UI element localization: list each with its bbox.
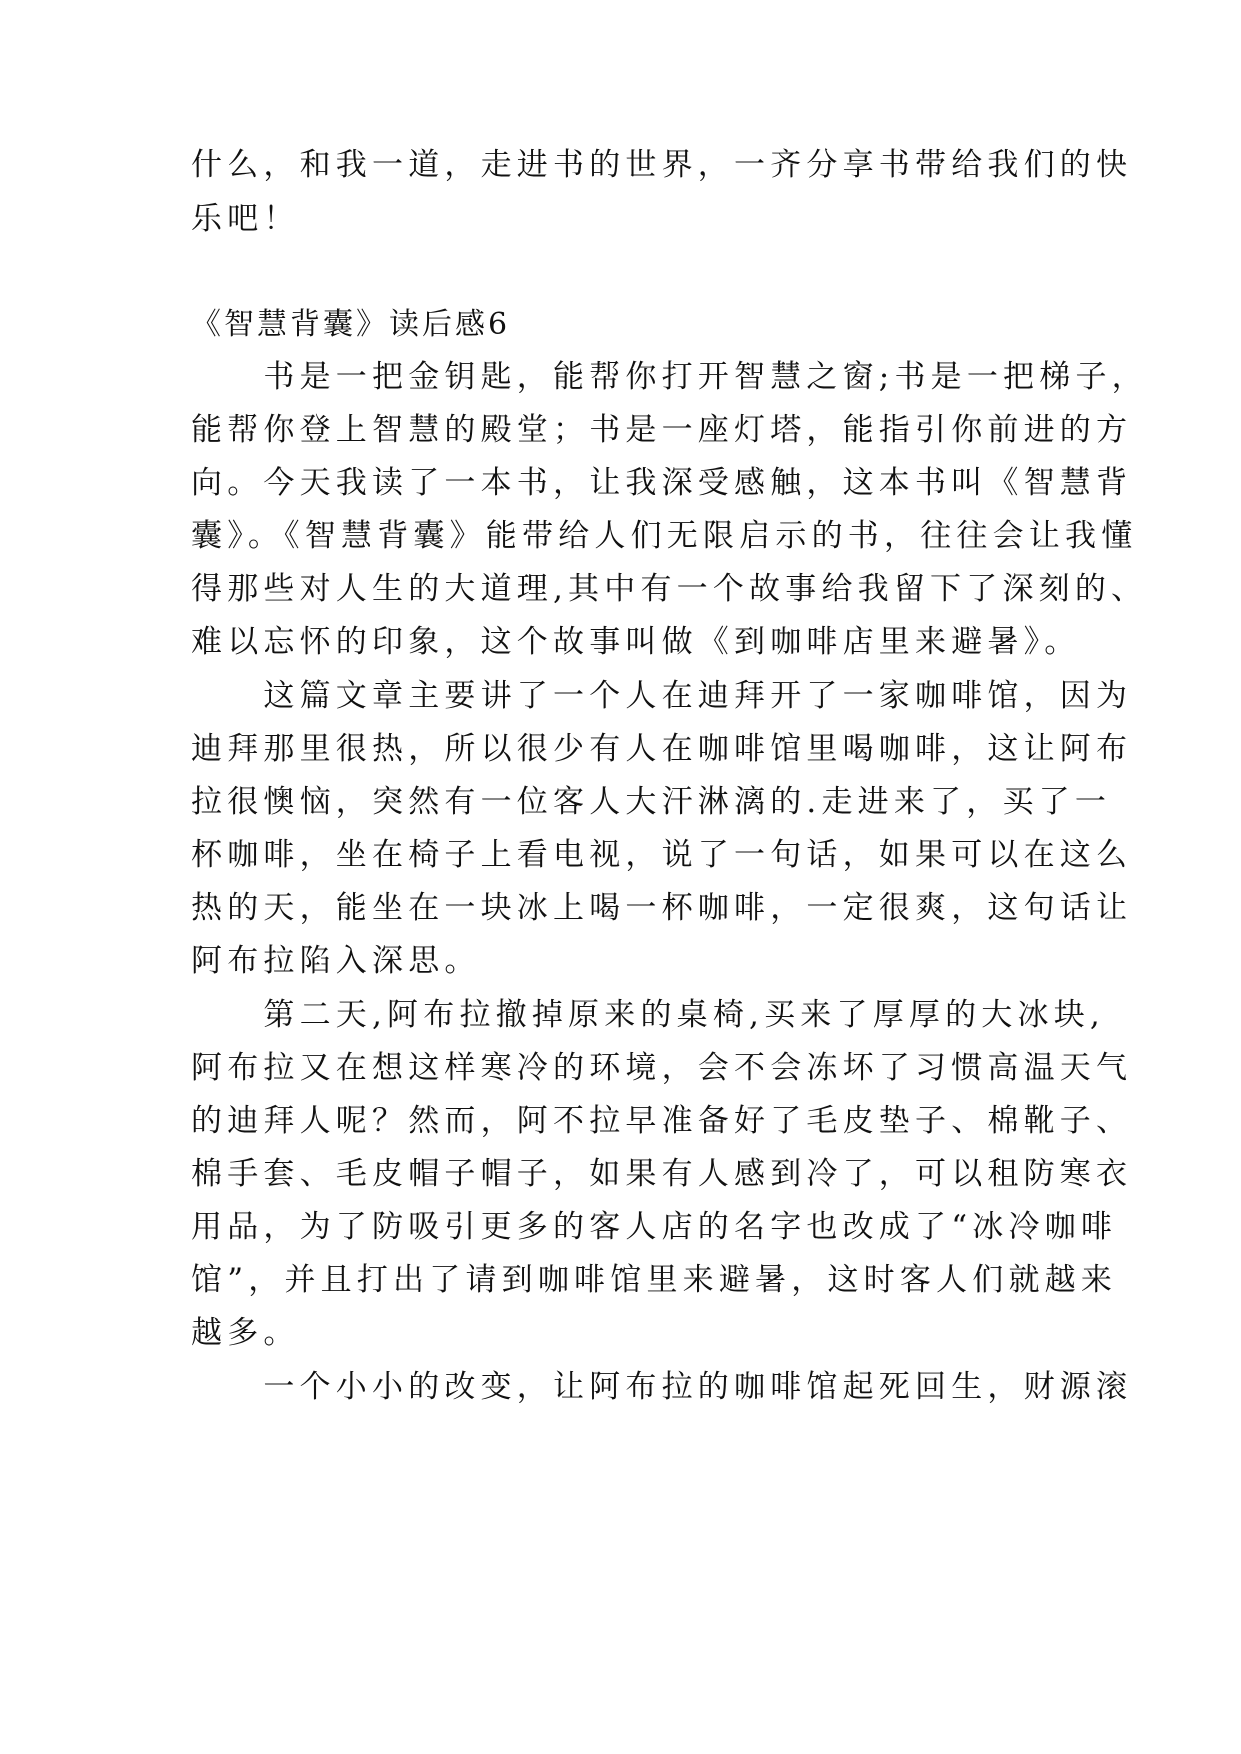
section-title: 《智慧背囊》读后感6	[191, 307, 511, 342]
paragraph-line: 越多。	[191, 1315, 300, 1351]
intro-line: 什么，和我一道，走进书的世界，一齐分享书带给我们的快	[191, 147, 1133, 183]
paragraph-line: 棉手套、毛皮帽子帽子，如果有人感到冷了，可以租防寒衣	[191, 1156, 1133, 1192]
paragraph-line: 第二天,阿布拉撤掉原来的桌椅,买来了厚厚的大冰块,	[191, 997, 1105, 1033]
paragraph-line: 囊》。《智慧背囊》能带给人们无限启示的书，往往会让我懂	[191, 518, 1138, 554]
paragraph-line: 热的天，能坐在一块冰上喝一杯咖啡，一定很爽，这句话让	[191, 890, 1133, 926]
paragraph-line: 阿布拉陷入深思。	[191, 943, 481, 979]
paragraph-line: 得那些对人生的大道理,其中有一个故事给我留下了深刻的、	[191, 571, 1148, 607]
paragraph-line: 阿布拉又在想这样寒冷的环境，会不会冻坏了习惯高温天气	[191, 1050, 1133, 1086]
paragraph-line: 难以忘怀的印象，这个故事叫做《到咖啡店里来避暑》。	[191, 624, 1081, 660]
paragraph-line: 向。今天我读了一本书，让我深受感触，这本书叫《智慧背	[191, 465, 1133, 501]
paragraph-line: 这篇文章主要讲了一个人在迪拜开了一家咖啡馆，因为	[191, 678, 1133, 714]
paragraph-line: 的迪拜人呢？然而，阿不拉早准备好了毛皮垫子、棉靴子、	[191, 1103, 1133, 1139]
paragraph-line: 馆”，并且打出了请到咖啡馆里来避暑，这时客人们就越来	[191, 1262, 1118, 1298]
paragraph-line: 一个小小的改变，让阿布拉的咖啡馆起死回生，财源滚	[191, 1369, 1133, 1405]
intro-line: 乐吧！	[191, 201, 300, 237]
paragraph-line: 迪拜那里很热，所以很少有人在咖啡馆里喝咖啡，这让阿布	[191, 731, 1133, 767]
paragraph-line: 书是一把金钥匙，能帮你打开智慧之窗;书是一把梯子，	[191, 359, 1148, 395]
paragraph-line: 能帮你登上智慧的殿堂；书是一座灯塔，能指引你前进的方	[191, 412, 1133, 448]
paragraph-line: 拉很懊恼，突然有一位客人大汗淋漓的.走进来了，买了一	[191, 784, 1112, 820]
paragraph-line: 杯咖啡，坐在椅子上看电视，说了一句话，如果可以在这么	[191, 837, 1133, 873]
paragraph-line: 用品，为了防吸引更多的客人店的名字也改成了“冰冷咖啡	[191, 1209, 1118, 1245]
